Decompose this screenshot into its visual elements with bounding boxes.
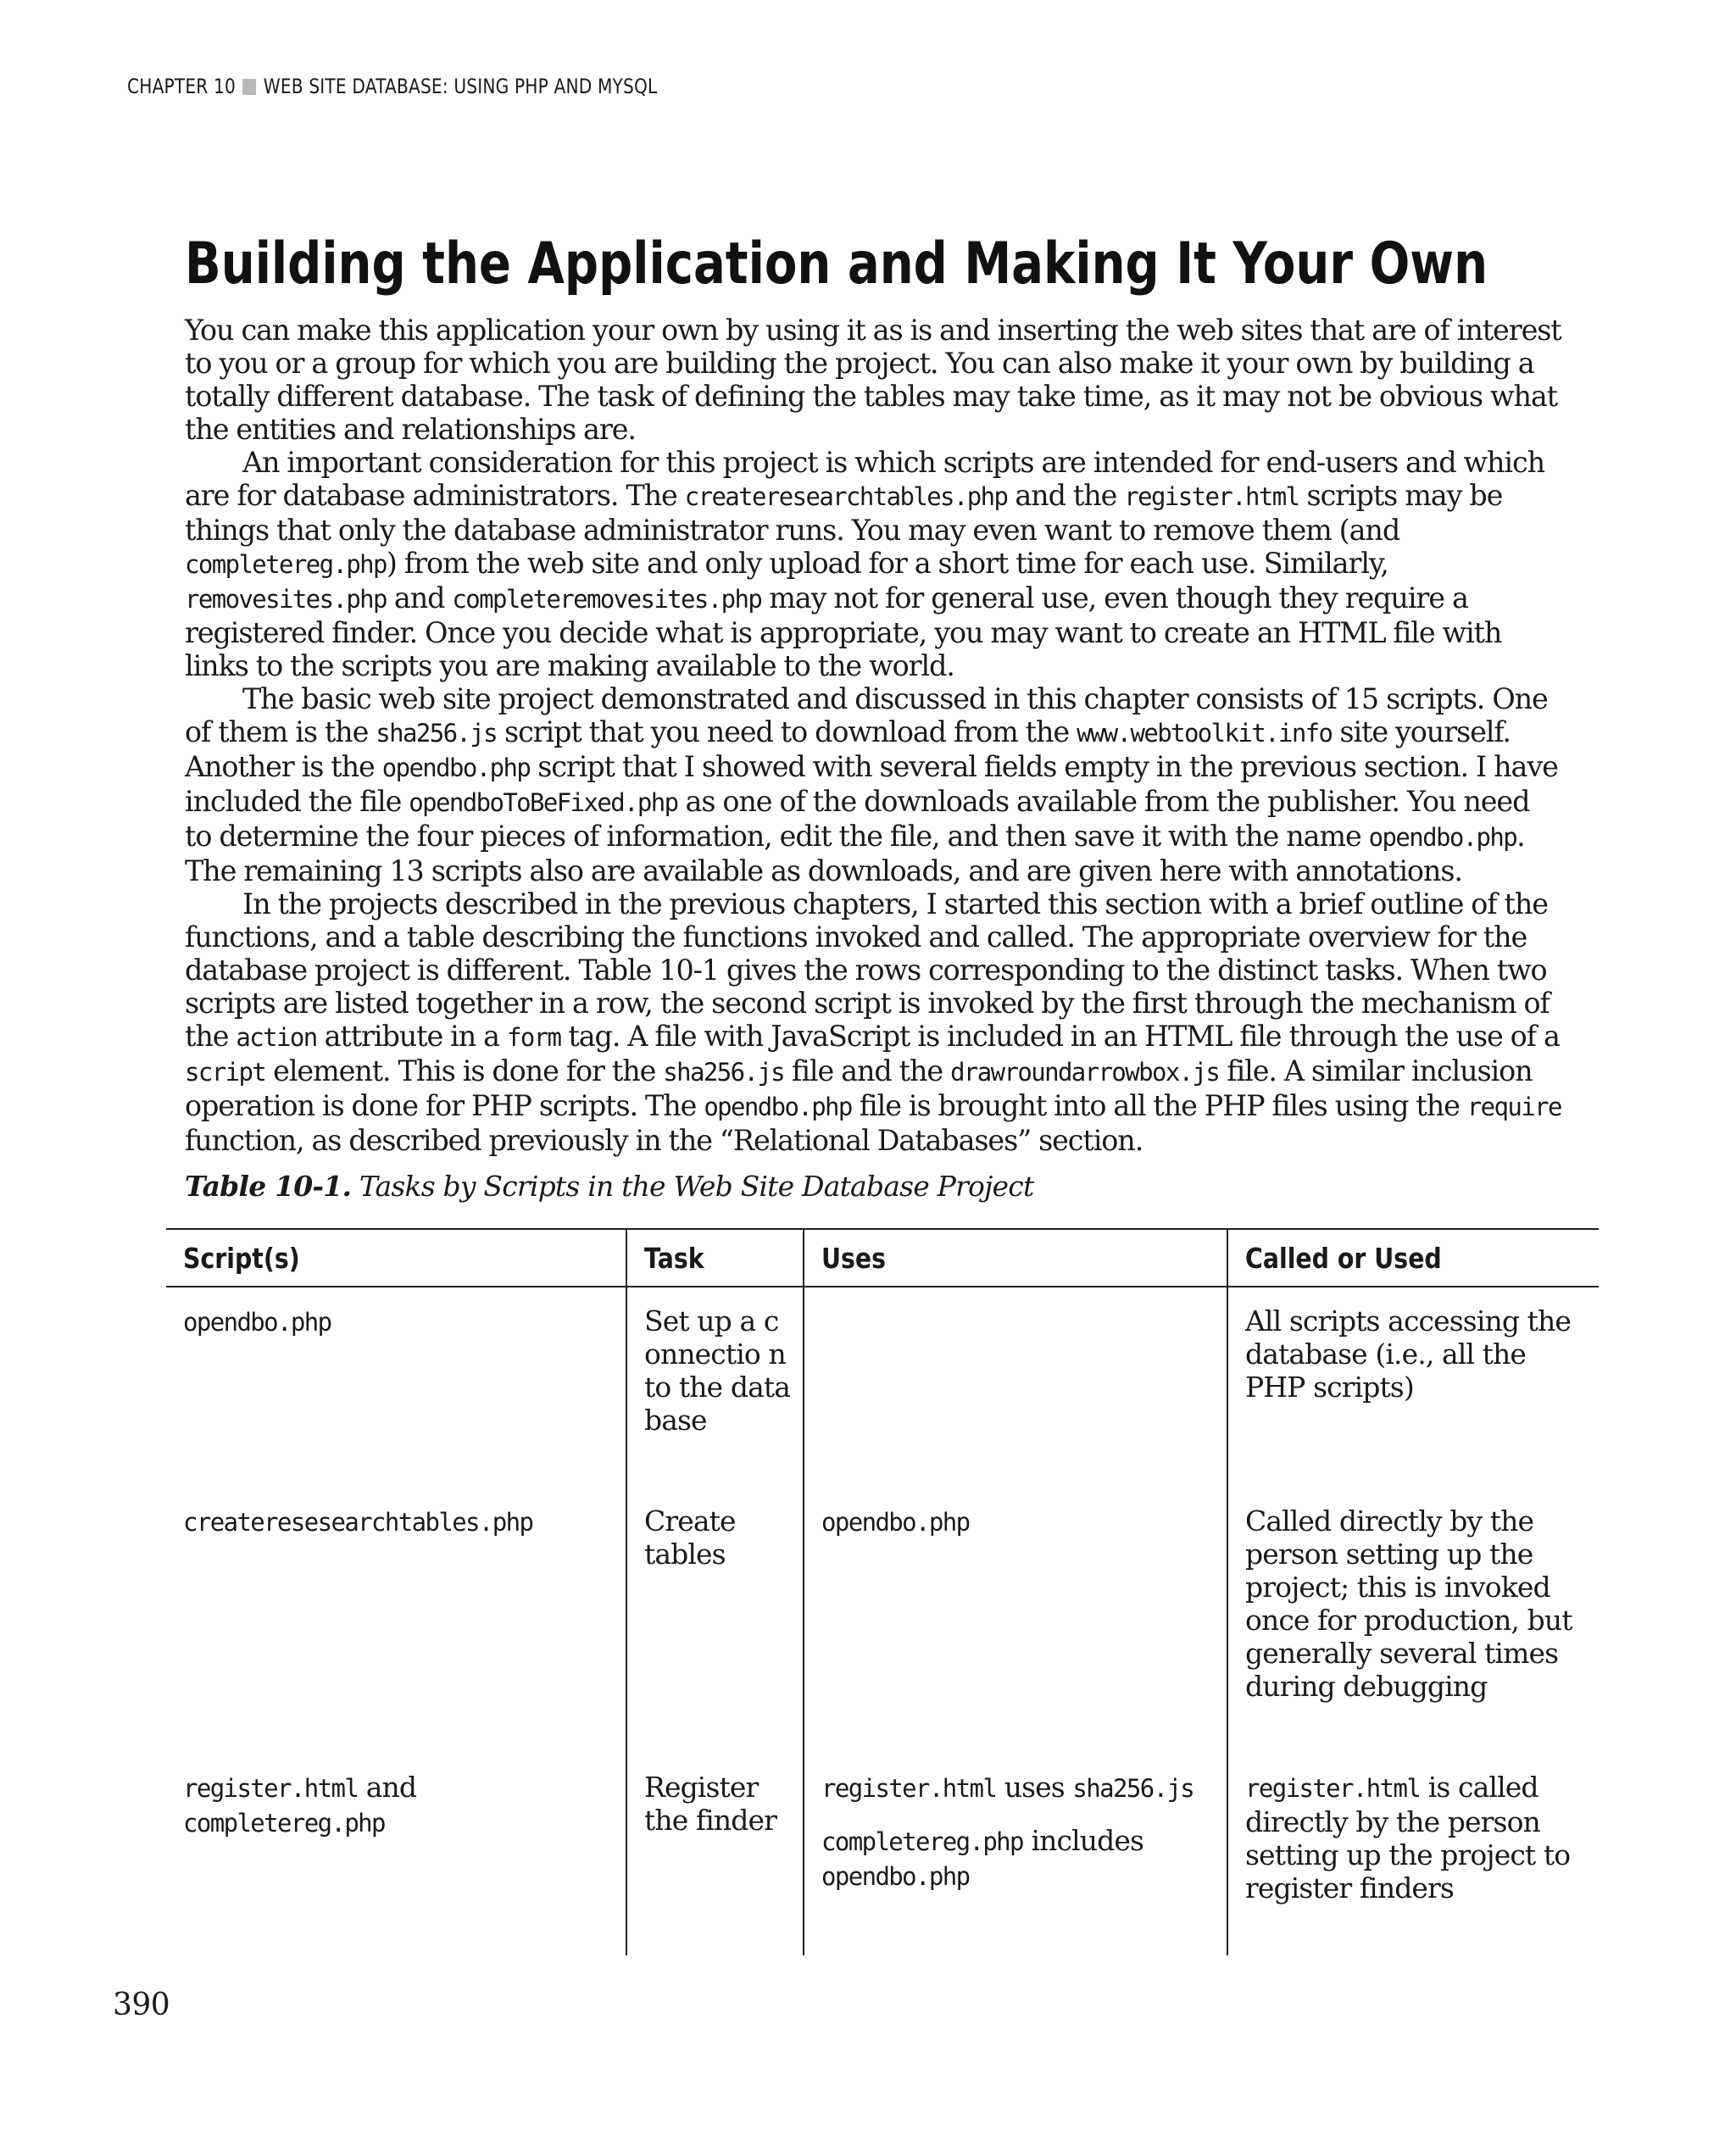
script-name: register.html [1245,1774,1421,1803]
code-createresearchtables: createresearchtables.php [684,482,1008,511]
scripts-table [166,1228,1599,1955]
table-row [166,1287,1599,1488]
text-run: as one of the downloads available from the publisher. You need to determine the four pieces of information, edit the file, and then save it with the name [185,785,1530,853]
text-run: script that I showed with several fields empty in the previous section. I have included the file [185,750,1558,818]
column-header-task: Task [626,1229,804,1287]
code-script: script [185,1058,266,1087]
text-run: uses [996,1771,1073,1804]
script-name: completereg.php [183,1809,385,1838]
text-run: attribute in a [316,1020,507,1053]
column-header-scripts: Script(s) [166,1229,626,1287]
cell-task: Register the finder [626,1754,804,1955]
text-run: may not for general use, even though they require a registered finder. Once you decide what is appropriate, you may want to create an HTML file with links to the scripts you are making available to the world. [185,581,1502,682]
code-completeremovesites: completeremovesites.php [452,585,762,614]
text-run: file. A similar inclusion operation is done for PHP scripts. The [185,1054,1533,1122]
code-opendbo: opendbo.php [704,1093,852,1121]
code-opendbo: opendbo.php [381,754,531,782]
text-run: tag. A file with JavaScript is included in an HTML file through the use of a [560,1020,1560,1053]
text-run: file and the [784,1054,951,1087]
text-run: site yourself. Another is the [185,715,1511,783]
table-row [166,1488,1599,1754]
paragraph-4 [185,887,1562,1157]
chapter-label: CHAPTER 10 [127,75,236,98]
text-run: is called directly by the person setting up the project to register finders [1245,1771,1571,1905]
script-name: opendbo.php [821,1508,970,1537]
script-name: sha256.js [1072,1774,1194,1803]
text-run: and the [1007,479,1125,512]
script-name: register.html [821,1774,997,1803]
cell-script [166,1488,626,1754]
text-run: function, as described previously in the “Relational Databases” section. [185,1124,1143,1157]
code-sha256: sha256.js [376,719,498,748]
code-require: require [1466,1093,1561,1121]
text-run: scripts may be things that only the database administrator runs. You may even want to remove them (and [185,479,1503,547]
cell-script [166,1754,626,1955]
text-run: includes [1022,1824,1143,1857]
table-caption-text: Tasks by Scripts in the Web Site Database Project [351,1170,1034,1203]
code-form: form [506,1023,561,1052]
table-row [166,1754,1599,1955]
cell-called: All scripts accessing the database (i.e., all the PHP scripts) [1227,1287,1599,1488]
running-header [127,75,657,98]
cell-called: Called directly by the person setting up the project; this is invoked once for production, but generally several times during debugging [1227,1488,1599,1754]
uses-line [821,1771,1216,1805]
cell-task: Set up a connectio n to the database [626,1287,804,1488]
text-run: The basic web site project demonstrated and discussed in this chapter consists of 15 scripts. One of them is the [185,682,1548,748]
paragraph-3 [185,682,1562,887]
table-caption-label: Table 10-1. [185,1170,352,1203]
text-run: ) from the web site and only upload for a short time for each use. Similarly, [386,547,1388,580]
code-opendbo: opendbo.php [1368,823,1517,852]
table-caption [185,1170,1033,1203]
cell-task: Create tables [626,1488,804,1754]
script-name: opendbo.php [821,1862,970,1891]
text-run: In the projects described in the previous chapters, I started this section with a brief outline of the functions, and a table describing the functions invoked and called. The appropriate overview for the database project is different. Table 10-1 gives the rows corresponding to the distinct tasks. When two scripts are listed together in a row, the second script is invoked by the first through the mechanism of the [185,887,1550,1053]
code-webtoolkit-url: www.webtoolkit.info [1077,719,1333,748]
text-run: element. This is done for the [265,1054,664,1087]
code-opendbotobefixed: opendboToBeFixed.php [409,788,678,817]
text-run: . The remaining 13 scripts also are available as downloads, and are given here with annotations. [185,820,1525,887]
uses-line [821,1824,1216,1894]
text-run: and [358,1771,417,1804]
code-removesites: removesites.php [185,585,387,614]
cell-uses [804,1287,1227,1488]
chapter-title: WEB SITE DATABASE: USING PHP AND MYSQL [263,75,658,98]
body-text [185,314,1562,1157]
section-heading: Building the Application and Making It Your Own [185,231,1488,298]
code-sha256: sha256.js [663,1058,785,1087]
script-name: register.html [183,1774,359,1803]
code-completereg: completereg.php [185,550,387,579]
paragraph-1: You can make this application your own by using it as is and inserting the web sites that are of interest to you or a group for which you are building the project. You can also make it your own by building a totally different database. The task of defining the tables may take time, as it may not be obvious what the entities and relationships are. [185,314,1561,446]
table-header-row [166,1229,1599,1287]
code-register-html: register.html [1124,482,1299,511]
cell-uses [804,1754,1227,1955]
code-drawroundarrowbox: drawroundarrowbox.js [950,1058,1220,1087]
page-number: 390 [113,1988,170,2022]
script-name: createresesearchtables.php [183,1508,533,1537]
text-run: script that you need to download from the [497,715,1077,748]
script-name: opendbo.php [183,1308,331,1337]
cell-uses [804,1488,1227,1754]
code-action: action [236,1023,317,1052]
text-run: file is brought into all the PHP files using the [851,1089,1467,1122]
square-separator-icon [242,79,256,95]
text-run: and [386,581,453,614]
paragraph-2 [185,446,1562,682]
text-run: An important consideration for this project is which scripts are intended for end-users and which are for database administrators. The [185,446,1545,512]
cell-script [166,1287,626,1488]
column-header-uses: Uses [804,1229,1227,1287]
script-name: completereg.php [821,1827,1023,1856]
cell-called [1227,1754,1599,1955]
column-header-called-or-used: Called or Used [1227,1229,1599,1287]
